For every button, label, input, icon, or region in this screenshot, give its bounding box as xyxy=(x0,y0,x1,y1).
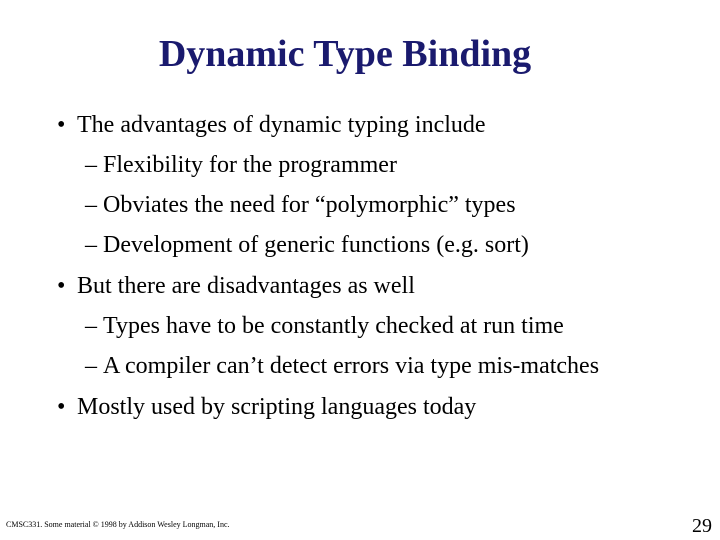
bullet-text: The advantages of dynamic typing include xyxy=(77,112,486,138)
page-number: 29 xyxy=(692,515,712,537)
sub-bullet-item xyxy=(57,352,667,380)
sub-bullet-marker: – xyxy=(85,232,97,258)
sub-bullet-marker: – xyxy=(85,152,97,178)
sub-bullet-text: Development of generic functions (e.g. sort) xyxy=(103,232,529,258)
bullet-text: But there are disadvantages as well xyxy=(77,273,415,299)
sub-bullet-text: Types have to be constantly checked at run time xyxy=(103,313,564,339)
sub-bullet-item xyxy=(57,151,667,179)
bullet-list xyxy=(57,110,667,433)
sub-bullet-marker: – xyxy=(85,353,97,379)
sub-bullet-item xyxy=(57,231,667,259)
bullet-marker: • xyxy=(57,273,66,299)
sub-bullet-text: Flexibility for the programmer xyxy=(103,152,397,178)
sub-bullet-item xyxy=(57,191,667,219)
bullet-marker: • xyxy=(57,394,66,420)
sub-bullet-text: Obviates the need for “polymorphic” types xyxy=(103,192,516,218)
bullet-item xyxy=(57,271,667,301)
bullet-item xyxy=(57,110,667,140)
bullet-item xyxy=(57,392,667,422)
sub-bullet-marker: – xyxy=(85,192,97,218)
bullet-marker: • xyxy=(57,112,66,138)
sub-bullet-marker: – xyxy=(85,313,97,339)
slide-title: Dynamic Type Binding xyxy=(158,33,532,75)
footer-copyright: CMSC331. Some material © 1998 by Addison Wesley Longman, Inc. xyxy=(6,520,230,529)
sub-bullet-text: A compiler can’t detect errors via type mis-matches xyxy=(103,353,600,379)
sub-bullet-item xyxy=(57,312,667,340)
bullet-text: Mostly used by scripting languages today xyxy=(77,394,477,420)
